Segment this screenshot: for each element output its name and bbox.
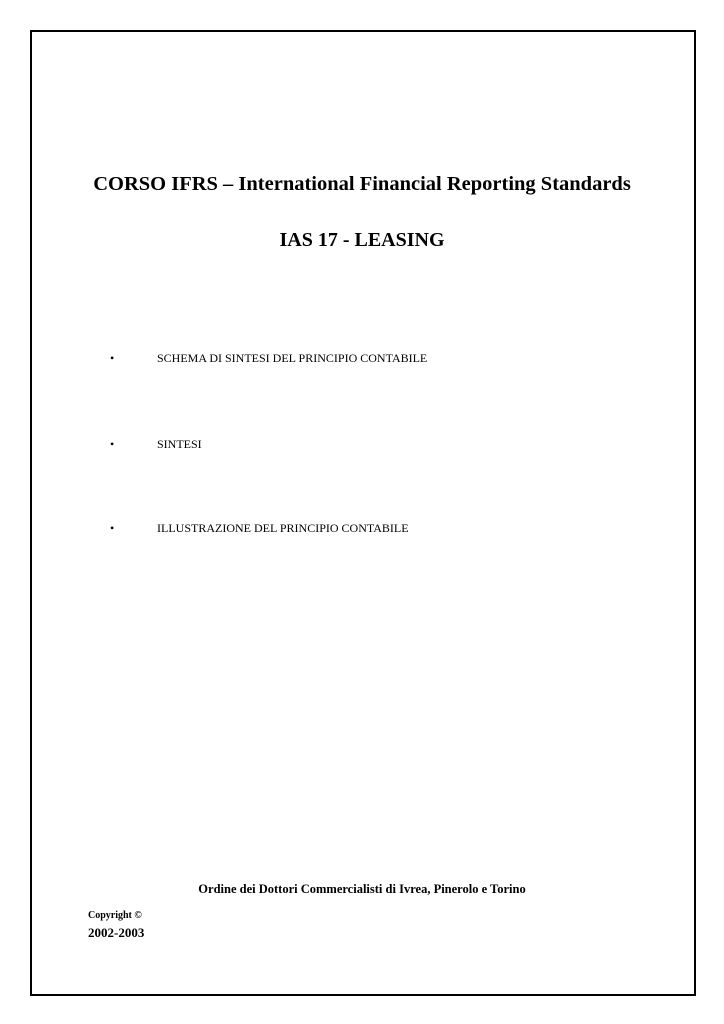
list-item-label: SCHEMA DI SINTESI DEL PRINCIPIO CONTABILE bbox=[157, 351, 428, 365]
bullet-icon: • bbox=[110, 351, 115, 365]
copyright-years: 2002-2003 bbox=[88, 925, 145, 940]
footer-organization: Ordine dei Dottori Commercialisti di Ivrea, Pinerolo e Torino bbox=[198, 882, 526, 896]
copyright-notice: Copyright © bbox=[88, 910, 142, 921]
list-item-label: SINTESI bbox=[157, 437, 202, 451]
document-title: CORSO IFRS – International Financial Reporting Standards bbox=[93, 173, 631, 195]
list-item-label: ILLUSTRAZIONE DEL PRINCIPIO CONTABILE bbox=[157, 521, 409, 535]
bullet-icon: • bbox=[110, 437, 115, 451]
document-subtitle: IAS 17 - LEASING bbox=[279, 229, 445, 251]
bullet-icon: • bbox=[110, 521, 115, 535]
